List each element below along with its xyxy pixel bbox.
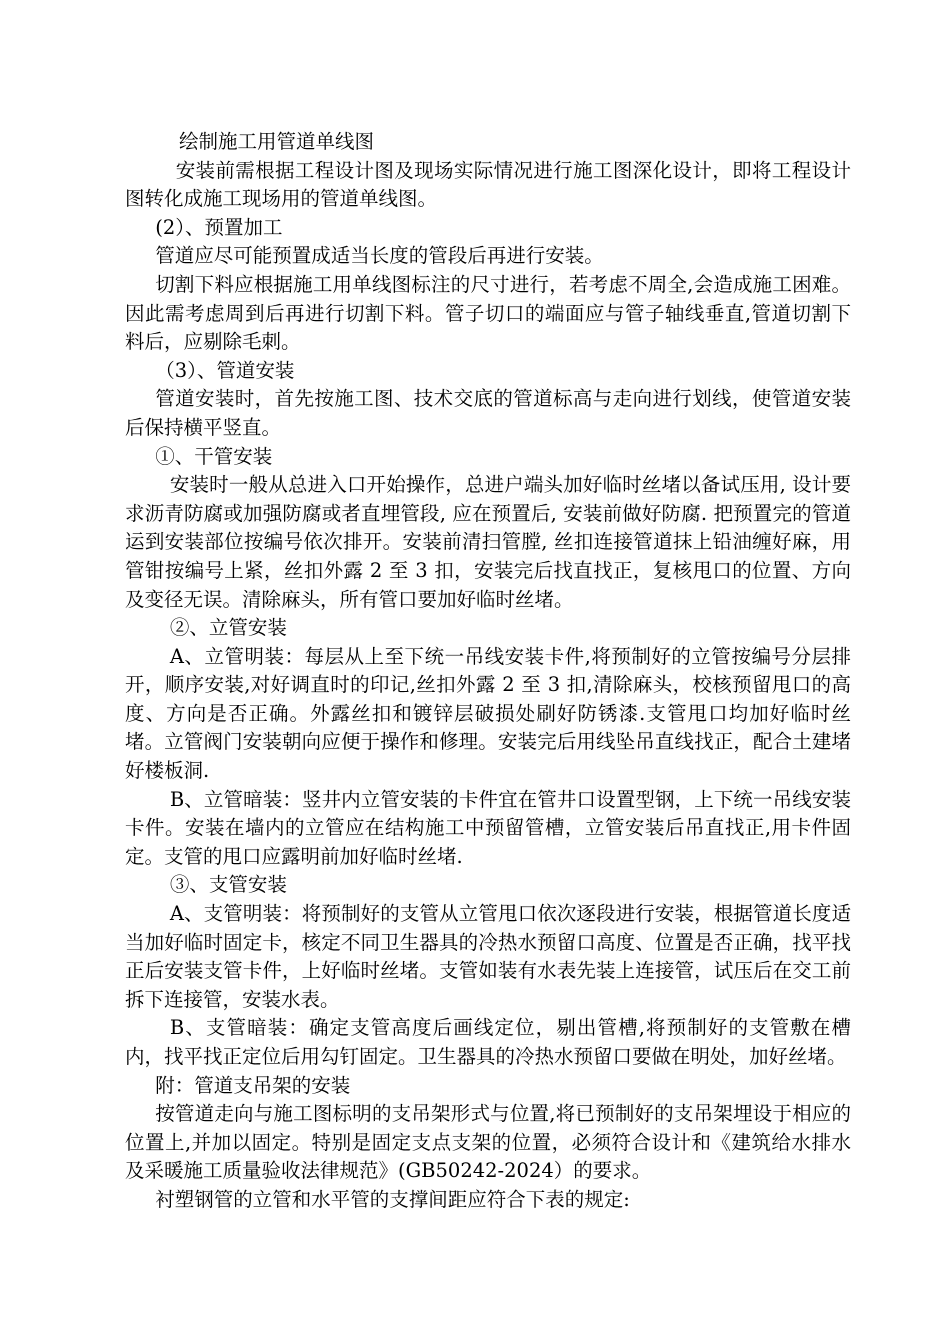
paragraph: 管道应尽可能预置成适当长度的管段后再进行安装。 xyxy=(155,244,604,268)
paragraph: 安装前需根据工程设计图及现场实际情况进行施工图深化设计，即将工程设计图转化成施工现场用的管道单线图。 xyxy=(125,158,851,211)
section-heading: 绘制施工用管道单线图 xyxy=(179,130,375,153)
section-heading: ②、立管安装 xyxy=(169,616,287,640)
document-body xyxy=(125,128,851,1215)
paragraph: A、支管明装：将预制好的支管从立管甩口依次逐段进行安装，根据管道长度适当加好临时固定卡，核定不同卫生器具的冷热水预留口高度、位置是否正确，找平找正后安装支管卡件，上好临时丝堵。支管如装有水表先装上连接管，试压后在交工前拆下连接管，安装水表。 xyxy=(125,902,851,1011)
paragraph: B、立管暗装：竖井内立管安装的卡件宜在管井口设置型钢，上下统一吊线安装卡件。安装在墙内的立管应在结构施工中预留管槽，立管安装后吊直找正,用卡件固定。支管的甩口应露明前加好临时丝堵. xyxy=(125,787,851,868)
paragraph: 管道安装时，首先按施工图、技术交底的管道标高与走向进行划线，使管道安装后保持横平竖直。 xyxy=(125,387,851,439)
section-heading: ①、干管安装 xyxy=(155,444,273,468)
paragraph: B、支管暗装：确定支管高度后画线定位，剔出管槽,将预制好的支管敷在槽内，找平找正定位后用勾钉固定。卫生器具的冷热水预留口要做在明处，加好丝堵。 xyxy=(125,1016,851,1068)
section-heading: （3）、管道安装 xyxy=(155,358,295,382)
paragraph: A、立管明装：每层从上至下统一吊线安装卡件,将预制好的立管按编号分层排开，顺序安装,对好调直时的印记,丝扣外露 2 至 3 扣,清除麻头，校核预留甩口的高度、方向是否正确。外露丝扣和镀锌层破损处刷好防锈漆.支管甩口均加好临时丝堵。立管阀门安装朝向应便于操作和修理。安装完后用线坠吊直线找正，配合土建堵好楼板洞. xyxy=(125,644,851,783)
section-heading: (2）、预置加工 xyxy=(155,215,283,239)
paragraph: 衬塑钢管的立管和水平管的支撑间距应符合下表的规定: xyxy=(155,1187,630,1211)
section-heading: 附：管道支吊架的安装 xyxy=(155,1073,351,1097)
paragraph: 切割下料应根据施工用单线图标注的尺寸进行，若考虑不周全,会造成施工困难。因此需考虑周到后再进行切割下料。管子切口的端面应与管子轴线垂直,管道切割下料后，应剔除毛刺。 xyxy=(125,272,851,354)
paragraph: 按管道走向与施工图标明的支吊架形式与位置,将已预制好的支吊架埋设于相应的位置上,并加以固定。特别是固定支点支架的位置，必须符合设计和《建筑给水排水及采暖施工质量验收法律规范》(GB50242-2024）的要求。 xyxy=(125,1102,851,1183)
paragraph: 安装时一般从总进入口开始操作，总进户端头加好临时丝堵以备试压用, 设计要求沥青防腐或加强防腐或者直埋管段, 应在预置后, 安装前做好防腐. 把预置完的管道运到安装部位按编号依次排开。安装前清扫管膛, 丝扣连接管道抹上铅油缠好麻，用管钳按编号上紧，丝扣外露 2 至 3 扣，安装完后找直找正，复核甩口的位置、方向及变径无误。清除麻头，所有管口要加好临时丝堵。 xyxy=(125,473,851,611)
section-heading: ③、支管安装 xyxy=(169,873,287,897)
